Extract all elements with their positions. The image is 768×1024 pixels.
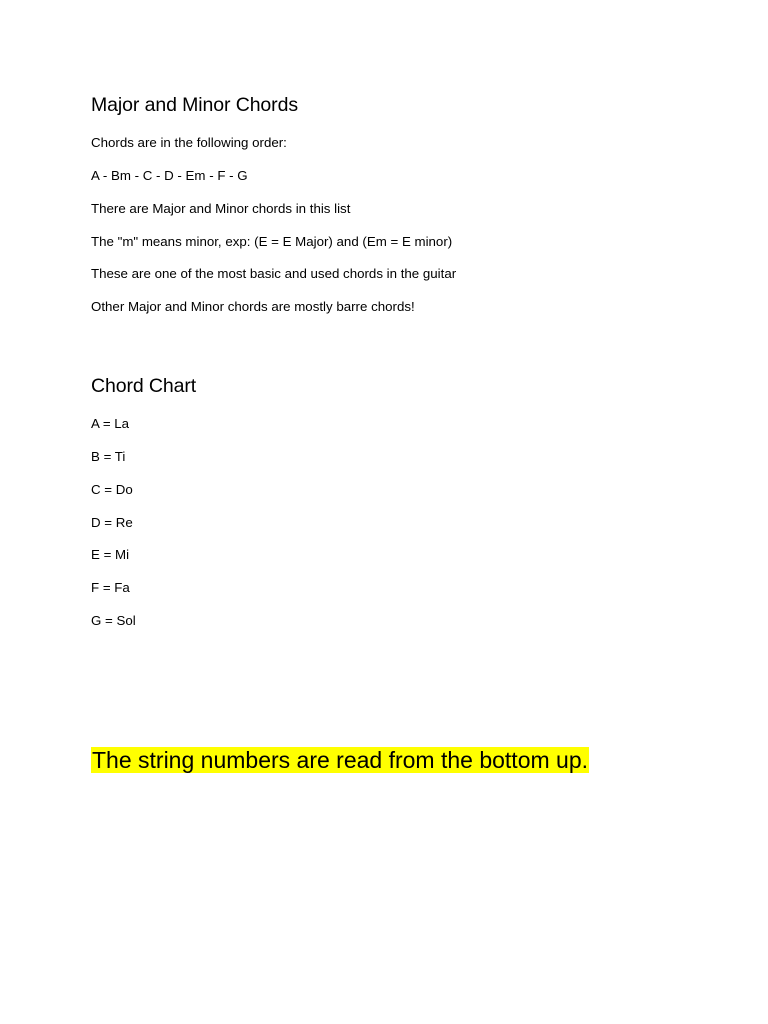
chord-chart-item: G = Sol [91,613,136,628]
chord-chart-item: C = Do [91,482,133,497]
paragraph-barre-chords: Other Major and Minor chords are mostly barre chords! [91,299,415,314]
chord-chart-item: E = Mi [91,547,130,562]
paragraph-chord-sequence: A - Bm - C - D - Em - F - G [91,168,248,183]
paragraph-major-minor-note: There are Major and Minor chords in this list [91,201,351,216]
chord-chart-item: A = La [91,416,130,431]
paragraph-minor-explanation: The "m" means minor, exp: (E = E Major) and (Em = E minor) [91,234,453,249]
section-heading-major-minor: Major and Minor Chords [91,94,298,116]
paragraph-chord-order-intro: Chords are in the following order: [91,135,287,150]
section-heading-chord-chart: Chord Chart [91,375,197,397]
chord-chart-item: F = Fa [91,580,130,595]
chord-chart-item: B = Ti [91,449,126,464]
chord-chart-item: D = Re [91,515,133,530]
highlighted-callout [91,745,589,775]
paragraph-basic-chords: These are one of the most basic and used chords in the guitar [91,266,457,281]
highlighted-callout-text: The string numbers are read from the bottom up. [92,747,589,773]
